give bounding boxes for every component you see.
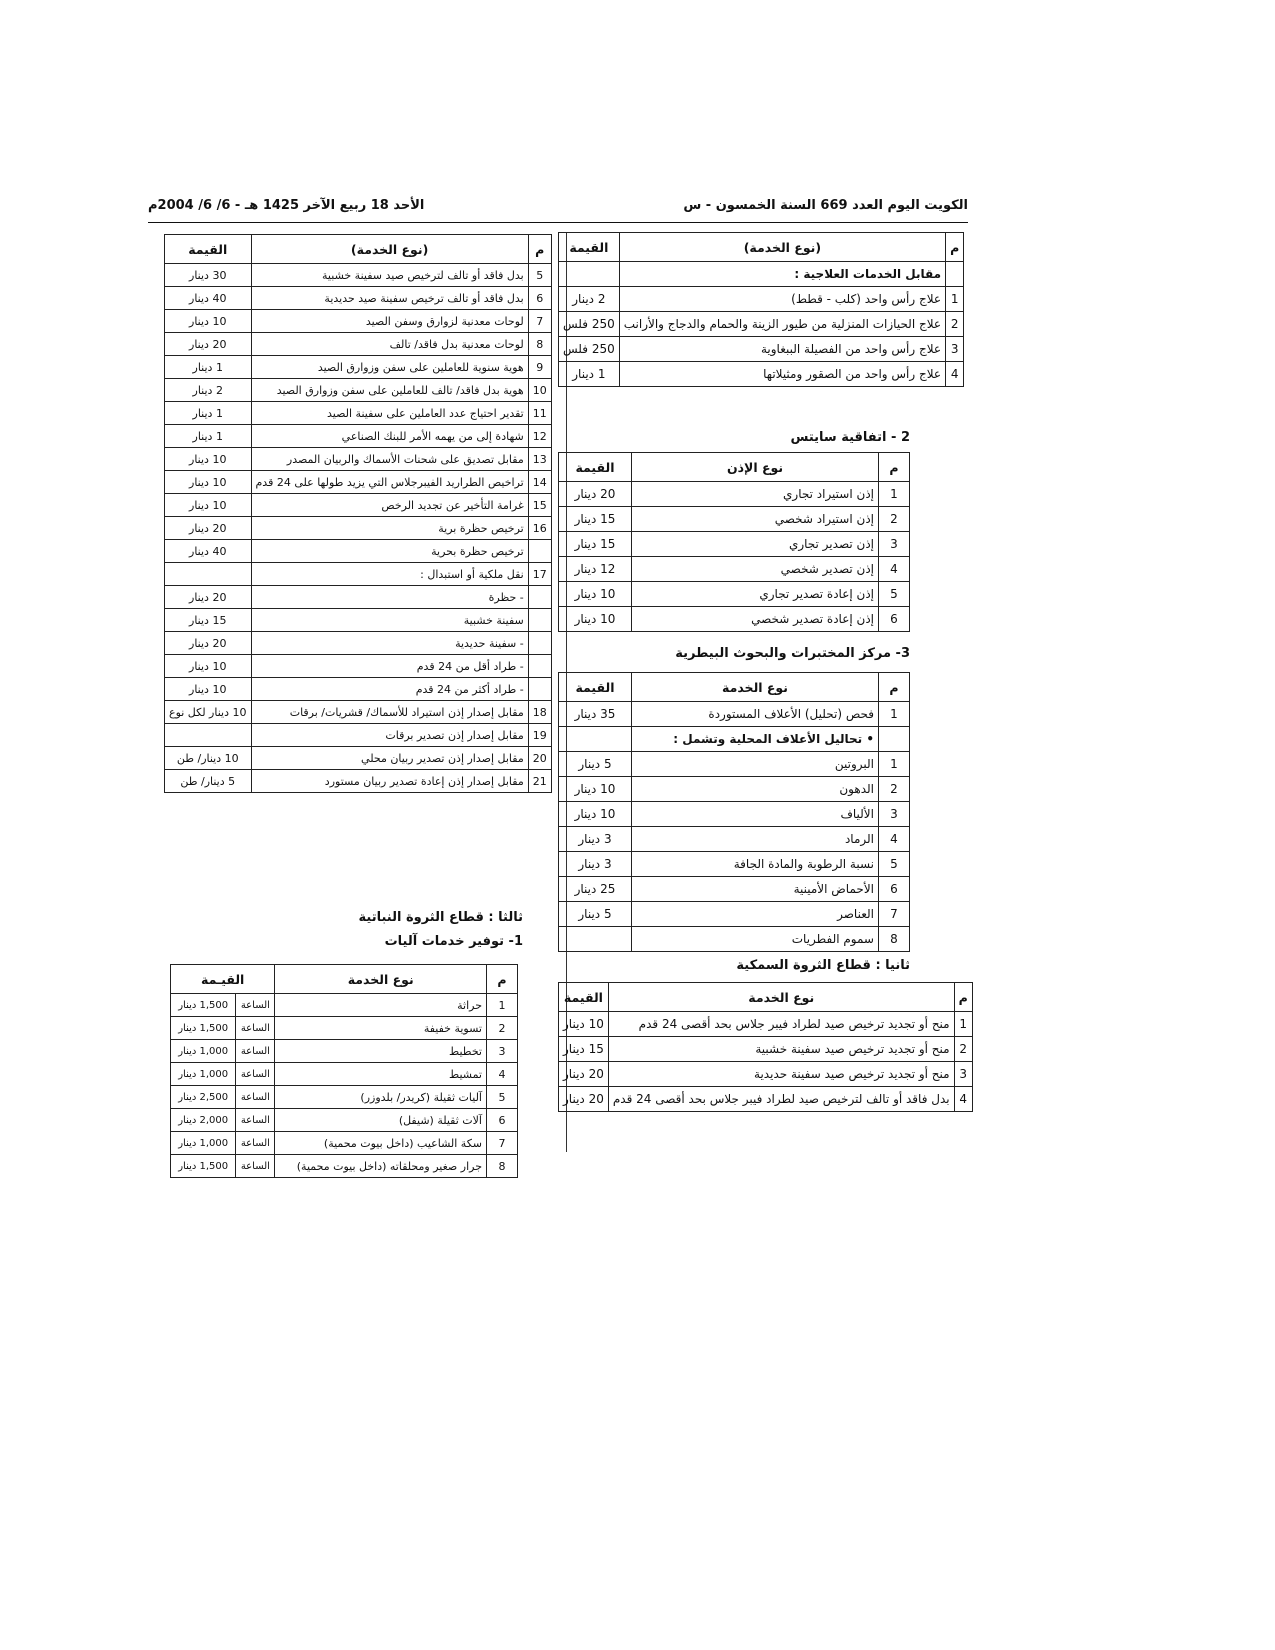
table-row — [559, 582, 910, 607]
service-name: هوية سنوية للعاملين على سفن وزوارق الصيد — [251, 356, 528, 379]
service-value: 20 دينار — [165, 333, 252, 356]
row-number: 1 — [946, 287, 964, 312]
table-treatment-services — [558, 232, 964, 387]
row-number: 2 — [946, 312, 964, 337]
table-row — [559, 702, 910, 727]
table-row — [165, 264, 552, 287]
row-number: 3 — [946, 337, 964, 362]
service-name: مقابل إصدار إذن تصدير ربيان محلي — [251, 747, 528, 770]
row-number: 18 — [528, 701, 551, 724]
service-value: 10 دينار/ طن — [165, 747, 252, 770]
table-row — [559, 1062, 973, 1087]
service-name: آلات ثقيلة (شيفل) — [275, 1109, 487, 1132]
header-num: م — [528, 235, 551, 264]
row-number: 10 — [528, 379, 551, 402]
table-row — [559, 827, 910, 852]
row-number: 2 — [879, 777, 910, 802]
section-machinery: 1- توفير خدمات آليات — [384, 934, 523, 949]
header-value: القيمة — [559, 453, 632, 482]
unit-label: الساعة — [236, 1040, 275, 1063]
table-header-row — [171, 965, 518, 994]
service-value: 1,500 دينار — [171, 1017, 236, 1040]
service-name: بدل فاقد أو تالف ترخيص سفينة صيد حديدية — [251, 287, 528, 310]
table-row — [559, 507, 910, 532]
row-number: 5 — [879, 852, 910, 877]
unit-label: الساعة — [236, 1155, 275, 1178]
unit-label: الساعة — [236, 994, 275, 1017]
table-lab-services — [558, 672, 910, 952]
table-row — [165, 517, 552, 540]
row-number: 8 — [879, 927, 910, 952]
service-value: 40 دينار — [165, 287, 252, 310]
service-value: 10 دينار لكل نوع — [165, 701, 252, 724]
service-name: - طراد أقل من 24 قدم — [251, 655, 528, 678]
row-number: 1 — [487, 994, 518, 1017]
table-row — [165, 609, 552, 632]
service-name: الأحماض الأمينية — [632, 877, 879, 902]
table-row — [559, 1012, 973, 1037]
service-name: تخطيط — [275, 1040, 487, 1063]
service-name: منح أو تجديد ترخيص صيد سفينة خشبية — [608, 1037, 954, 1062]
service-name: ترخيص حظرة برية — [251, 517, 528, 540]
table-row — [165, 655, 552, 678]
service-value: 20 دينار — [165, 586, 252, 609]
table-row — [171, 1063, 518, 1086]
service-name: إذن استيراد تجاري — [632, 482, 879, 507]
table-row — [165, 586, 552, 609]
header-service: نوع الخدمة — [632, 673, 879, 702]
header-service: نوع الخدمة — [275, 965, 487, 994]
table-row — [559, 337, 964, 362]
row-number: 9 — [528, 356, 551, 379]
table-row — [165, 494, 552, 517]
row-number — [528, 609, 551, 632]
row-number: 15 — [528, 494, 551, 517]
row-number: 21 — [528, 770, 551, 793]
table-row — [559, 777, 910, 802]
service-value: 3 دينار — [559, 827, 632, 852]
row-number: 1 — [954, 1012, 972, 1037]
table-row — [559, 902, 910, 927]
service-name: مقابل إصدار إذن إعادة تصدير ربيان مستورد — [251, 770, 528, 793]
row-number: 1 — [879, 752, 910, 777]
table-row — [165, 678, 552, 701]
service-name: علاج رأس واحد من الصقور ومثيلاتها — [619, 362, 945, 387]
table-fisheries-fees — [164, 234, 552, 793]
table-row — [165, 770, 552, 793]
table-row — [165, 701, 552, 724]
service-value: 10 دينار — [165, 448, 252, 471]
row-number — [528, 655, 551, 678]
table-row — [165, 540, 552, 563]
table-row — [171, 1040, 518, 1063]
service-name: تسوية خفيفة — [275, 1017, 487, 1040]
service-name: غرامة التأخير عن تجديد الرخص — [251, 494, 528, 517]
service-value: 20 دينار — [559, 1087, 609, 1112]
table-row — [559, 312, 964, 337]
row-number — [528, 632, 551, 655]
service-name: الدهون — [632, 777, 879, 802]
unit-label: الساعة — [236, 1017, 275, 1040]
service-value: 1 دينار — [559, 362, 620, 387]
service-value: 1,500 دينار — [171, 1155, 236, 1178]
service-name: تقدير احتياج عدد العاملين على سفينة الصيد — [251, 402, 528, 425]
service-value: 10 دينار — [165, 310, 252, 333]
section-cites: 2 - اتفاقية سايتس — [790, 430, 910, 445]
row-number: 4 — [879, 557, 910, 582]
service-value: 35 دينار — [559, 702, 632, 727]
row-number: 19 — [528, 724, 551, 747]
table-row — [165, 379, 552, 402]
service-value: 30 دينار — [165, 264, 252, 287]
page-header — [148, 198, 968, 222]
service-value: 10 دينار — [165, 678, 252, 701]
unit-label: الساعة — [236, 1063, 275, 1086]
row-number: 7 — [879, 902, 910, 927]
service-value: 2,000 دينار — [171, 1109, 236, 1132]
table-row — [559, 482, 910, 507]
table-row — [559, 1037, 973, 1062]
service-name: العناصر — [632, 902, 879, 927]
service-name: البروتين — [632, 752, 879, 777]
row-number: 7 — [528, 310, 551, 333]
row-number: 1 — [879, 482, 910, 507]
service-name: مقابل إصدار إذن تصدير برقات — [251, 724, 528, 747]
table-row — [559, 532, 910, 557]
row-number: 14 — [528, 471, 551, 494]
row-number: 13 — [528, 448, 551, 471]
service-value: 20 دينار — [559, 482, 632, 507]
row-number: 1 — [879, 702, 910, 727]
row-number: 3 — [487, 1040, 518, 1063]
service-value: 5 دينار/ طن — [165, 770, 252, 793]
service-name: نقل ملكية أو استبدال : — [251, 563, 528, 586]
row-number: 5 — [487, 1086, 518, 1109]
service-value: 20 دينار — [165, 632, 252, 655]
header-permit: نوع الإذن — [632, 453, 879, 482]
service-name: الألياف — [632, 802, 879, 827]
row-number: 2 — [487, 1017, 518, 1040]
row-number — [528, 678, 551, 701]
header-num: م — [954, 983, 972, 1012]
row-number — [528, 540, 551, 563]
table-row — [165, 333, 552, 356]
service-value: 250 فلس — [559, 312, 620, 337]
service-value: 10 دينار — [559, 802, 632, 827]
service-name: حراثة — [275, 994, 487, 1017]
row-number: 11 — [528, 402, 551, 425]
service-name: منح أو تجديد ترخيص صيد لطراد فيبر جلاس بحد أقصى 24 قدم — [608, 1012, 954, 1037]
table-row — [165, 356, 552, 379]
service-value: 5 دينار — [559, 902, 632, 927]
service-name: - حظرة — [251, 586, 528, 609]
row-number: 8 — [487, 1155, 518, 1178]
service-value: 2 دينار — [559, 287, 620, 312]
header-num: م — [946, 233, 964, 262]
service-value — [165, 563, 252, 586]
service-name: آليات ثقيلة (كريدر/ بلدوزر) — [275, 1086, 487, 1109]
unit-label: الساعة — [236, 1132, 275, 1155]
header-date: الأحد 18 ربيع الآخر 1425 هـ - 6/ 6/ 2004م — [148, 198, 425, 213]
service-name: علاج رأس واحد (كلب - قطط) — [619, 287, 945, 312]
table-row — [559, 362, 964, 387]
service-name: إذن تصدير شخصي — [632, 557, 879, 582]
table-row — [559, 877, 910, 902]
header-num: م — [879, 453, 910, 482]
service-name: تمشيط — [275, 1063, 487, 1086]
table-row — [559, 1087, 973, 1112]
table-row — [559, 727, 910, 752]
service-value: 2 دينار — [165, 379, 252, 402]
service-name: فحص (تحليل) الأعلاف المستوردة — [632, 702, 879, 727]
table-row — [559, 262, 964, 287]
service-value: 40 دينار — [165, 540, 252, 563]
row-number: 17 — [528, 563, 551, 586]
row-number: 7 — [487, 1132, 518, 1155]
service-value — [559, 927, 632, 952]
table-row — [559, 287, 964, 312]
header-service: (نوع الخدمة) — [251, 235, 528, 264]
header-publication: الكويت اليوم العدد 669 السنة الخمسون - س — [683, 198, 968, 213]
table-fisheries-licenses — [558, 982, 973, 1112]
header-service: (نوع الخدمة) — [619, 233, 945, 262]
service-name: هوية بدل فاقد/ تالف للعاملين على سفن وزوارق الصيد — [251, 379, 528, 402]
table-header-row — [559, 233, 964, 262]
table-row — [559, 927, 910, 952]
table-cites-permits — [558, 452, 910, 632]
row-number: 16 — [528, 517, 551, 540]
table-row — [165, 402, 552, 425]
service-value: 15 دينار — [559, 1037, 609, 1062]
table-row — [165, 563, 552, 586]
service-name: نسبة الرطوبة والمادة الجافة — [632, 852, 879, 877]
service-name: مقابل إصدار إذن استيراد للأسماك/ قشريات/ برقات — [251, 701, 528, 724]
service-value: 15 دينار — [165, 609, 252, 632]
service-name: إذن إعادة تصدير تجاري — [632, 582, 879, 607]
service-value: 5 دينار — [559, 752, 632, 777]
header-num: م — [879, 673, 910, 702]
service-value: 1 دينار — [165, 425, 252, 448]
service-value: 1,000 دينار — [171, 1063, 236, 1086]
service-name: تراخيص الطراريد الفيبرجلاس التي يزيد طولها على 24 قدم — [251, 471, 528, 494]
header-value: القيمة — [559, 673, 632, 702]
service-value: 20 دينار — [559, 1062, 609, 1087]
service-name: • تحاليل الأعلاف المحلية وتشمل : — [632, 727, 879, 752]
service-name: إذن إعادة تصدير شخصي — [632, 607, 879, 632]
table-row — [559, 557, 910, 582]
table-row — [171, 1155, 518, 1178]
table-row — [171, 1132, 518, 1155]
row-number — [528, 586, 551, 609]
row-number: 6 — [879, 607, 910, 632]
table-row — [165, 425, 552, 448]
service-value: 1,000 دينار — [171, 1132, 236, 1155]
header-value: القيمة — [559, 233, 620, 262]
service-name: لوحات معدنية لزوارق وسفن الصيد — [251, 310, 528, 333]
service-name: - سفينة حديدية — [251, 632, 528, 655]
table-header-row — [165, 235, 552, 264]
service-value: 1,500 دينار — [171, 994, 236, 1017]
row-number: 3 — [879, 532, 910, 557]
table-row — [165, 471, 552, 494]
header-service: نوع الخدمة — [608, 983, 954, 1012]
service-value: 25 دينار — [559, 877, 632, 902]
subheading: مقابل الخدمات العلاجية : — [619, 262, 945, 287]
service-name: سكة الشاعيب (داخل بيوت محمية) — [275, 1132, 487, 1155]
service-value: 10 دينار — [165, 655, 252, 678]
unit-label: الساعة — [236, 1109, 275, 1132]
header-rule — [148, 222, 968, 223]
service-value: 10 دينار — [559, 607, 632, 632]
table-row — [171, 1017, 518, 1040]
service-value: 20 دينار — [165, 517, 252, 540]
row-number: 6 — [487, 1109, 518, 1132]
table-header-row — [559, 453, 910, 482]
table-header-row — [559, 673, 910, 702]
service-value: 3 دينار — [559, 852, 632, 877]
section-labs: 3- مركز المختبرات والبحوث البيطرية — [675, 646, 910, 661]
row-number: 3 — [954, 1062, 972, 1087]
service-name: شهادة إلى من يهمه الأمر للبنك الصناعي — [251, 425, 528, 448]
service-value — [165, 724, 252, 747]
service-name: جرار صغير ومحلقاته (داخل بيوت محمية) — [275, 1155, 487, 1178]
service-name: سفينة خشبية — [251, 609, 528, 632]
table-row — [559, 852, 910, 877]
service-value: 10 دينار — [165, 471, 252, 494]
section-fisheries: ثانيا : قطاع الثروة السمكية — [736, 958, 910, 973]
table-row — [165, 287, 552, 310]
table-row — [171, 1109, 518, 1132]
table-row — [165, 448, 552, 471]
row-number: 5 — [528, 264, 551, 287]
service-name: ترخيص حظرة بحرية — [251, 540, 528, 563]
service-value: 10 دينار — [559, 1012, 609, 1037]
table-row — [165, 310, 552, 333]
service-value: 12 دينار — [559, 557, 632, 582]
row-number — [879, 727, 910, 752]
service-value — [559, 727, 632, 752]
table-row — [559, 752, 910, 777]
row-number: 12 — [528, 425, 551, 448]
service-name: إذن تصدير تجاري — [632, 532, 879, 557]
table-row — [165, 632, 552, 655]
section-plant-wealth: ثالثا : قطاع الثروة النباتية — [358, 910, 523, 925]
service-value: 10 دينار — [559, 777, 632, 802]
table-row — [559, 802, 910, 827]
row-number: 4 — [946, 362, 964, 387]
row-number: 4 — [879, 827, 910, 852]
table-row — [165, 747, 552, 770]
table-row — [171, 994, 518, 1017]
service-value: 1,000 دينار — [171, 1040, 236, 1063]
service-value: 250 فلس — [559, 337, 620, 362]
service-name: الرماد — [632, 827, 879, 852]
header-num: م — [487, 965, 518, 994]
table-row — [171, 1086, 518, 1109]
table-header-row — [559, 983, 973, 1012]
row-number: 6 — [879, 877, 910, 902]
row-number: 2 — [954, 1037, 972, 1062]
header-value: القيمة — [165, 235, 252, 264]
row-number: 20 — [528, 747, 551, 770]
row-number: 4 — [954, 1087, 972, 1112]
service-value: 15 دينار — [559, 507, 632, 532]
service-name: إذن استيراد شخصي — [632, 507, 879, 532]
table-row — [559, 607, 910, 632]
row-number: 3 — [879, 802, 910, 827]
row-number: 6 — [528, 287, 551, 310]
header-value: القيمة — [559, 983, 609, 1012]
service-name: علاج رأس واحد من الفصيلة الببغاوية — [619, 337, 945, 362]
service-name: - طراد أكثر من 24 قدم — [251, 678, 528, 701]
row-number: 8 — [528, 333, 551, 356]
unit-label: الساعة — [236, 1086, 275, 1109]
service-name: مقابل تصديق على شحنات الأسماك والربيان المصدر — [251, 448, 528, 471]
row-number: 5 — [879, 582, 910, 607]
service-name: لوحات معدنية بدل فاقد/ تالف — [251, 333, 528, 356]
service-value: 10 دينار — [559, 582, 632, 607]
service-value: 1 دينار — [165, 356, 252, 379]
service-name: بدل فاقد أو تالف لترخيص صيد لطراد فيبر جلاس بحد أقصى 24 قدم — [608, 1087, 954, 1112]
service-name: سموم الفطريات — [632, 927, 879, 952]
service-value: 2,500 دينار — [171, 1086, 236, 1109]
table-row — [165, 724, 552, 747]
service-name: علاج الحيازات المنزلية من طيور الزينة والحمام والدجاج والأرانب — [619, 312, 945, 337]
row-number: 2 — [879, 507, 910, 532]
row-number: 4 — [487, 1063, 518, 1086]
service-name: منح أو تجديد ترخيص صيد سفينة حديدية — [608, 1062, 954, 1087]
service-name: بدل فاقد أو تالف لترخيص صيد سفينة خشبية — [251, 264, 528, 287]
service-value: 10 دينار — [165, 494, 252, 517]
service-value: 15 دينار — [559, 532, 632, 557]
header-value: القيـمة — [171, 965, 275, 994]
table-machinery-services — [170, 964, 518, 1178]
service-value: 1 دينار — [165, 402, 252, 425]
